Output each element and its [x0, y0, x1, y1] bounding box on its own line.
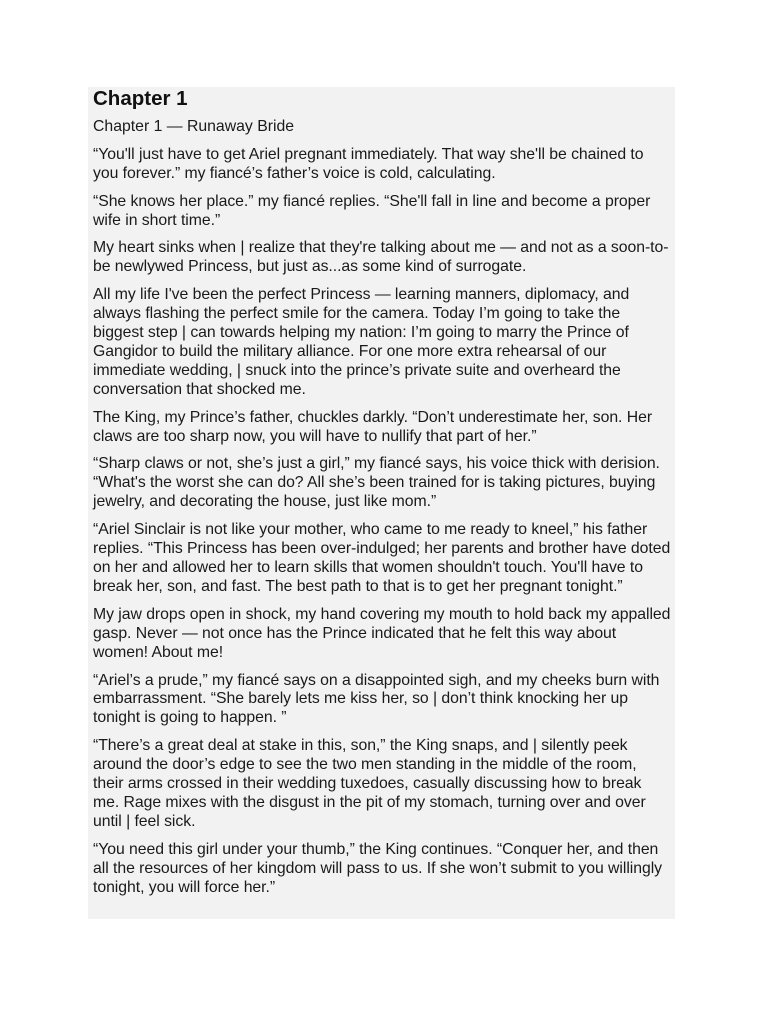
paragraph: “You'll just have to get Ariel pregnant immediately. That way she'll be chained to you forever.” my fiancé’s father’s voice is cold, calculating.	[93, 145, 644, 182]
paragraph: “She knows her place.” my fiancé replies. “She'll fall in line and become a proper wife in short time.”	[93, 192, 651, 229]
paragraph: The King, my Prince’s father, chuckles darkly. “Don’t underestimate her, son. Her claws are too sharp now, you will have to nullify that part of her.”	[93, 408, 653, 445]
paragraph: My jaw drops open in shock, my hand covering my mouth to hold back my appalled gasp. Never — not once has the Prince indicated that he felt this way about women! About me!	[93, 605, 671, 661]
paragraph: “Sharp claws or not, she’s just a girl,” my fiancé says, his voice thick with derision. “What's the worst she can do? All she’s been trained for is taking pictures, buying jewelry, and decorating the house, just like mom.”	[93, 455, 660, 511]
document-page	[88, 87, 675, 919]
chapter-subtitle: Chapter 1 — Runaway Bride	[93, 118, 295, 135]
document-content	[88, 87, 671, 898]
paragraph: “Ariel Sinclair is not like your mother, who came to me ready to kneel,” his father replies. “This Princess has been over-indulged; her parents and brother have doted on her and allowed her to learn skills that women shouldn't touch. You'll have to break her, son, and fast. The best path to that is to get her pregnant tonight.”	[93, 521, 671, 595]
paragraph: My heart sinks when | realize that they're talking about me — and not as a soon-to-be newlywed Princess, but just as...as some kind of surrogate.	[93, 239, 669, 276]
paragraph: “You need this girl under your thumb,” the King continues. “Conquer her, and then all the resources of her kingdom will pass to us. If she won’t submit to you willingly tonight, you will force her.”	[93, 840, 663, 896]
paragraph: “Ariel’s a prude,” my fiancé says on a disappointed sigh, and my cheeks burn with embarrassment. “She barely lets me kiss her, so | don’t think knocking her up tonight is going to happen. ”	[93, 671, 660, 727]
paragraph: All my life I've been the perfect Princess — learning manners, diplomacy, and always flashing the perfect smile for the camera. Today I’m going to take the biggest step | can towards helping my nation: I’m going to marry the Prince of Gangidor to build the military alliance. For one more extra rehearsal of our immediate wedding, | snuck into the prince’s private suite and overheard the conversation that shocked me.	[93, 286, 630, 398]
chapter-heading: Chapter 1	[93, 87, 188, 110]
paragraph: “There’s a great deal at stake in this, son,” the King snaps, and | silently peek around the door’s edge to see the two men standing in the middle of the room, their arms crossed in their wedding tuxedoes, casually discussing how to break me. Rage mixes with the disgust in the pit of my stomach, turning over and over until | feel sick.	[93, 737, 646, 830]
